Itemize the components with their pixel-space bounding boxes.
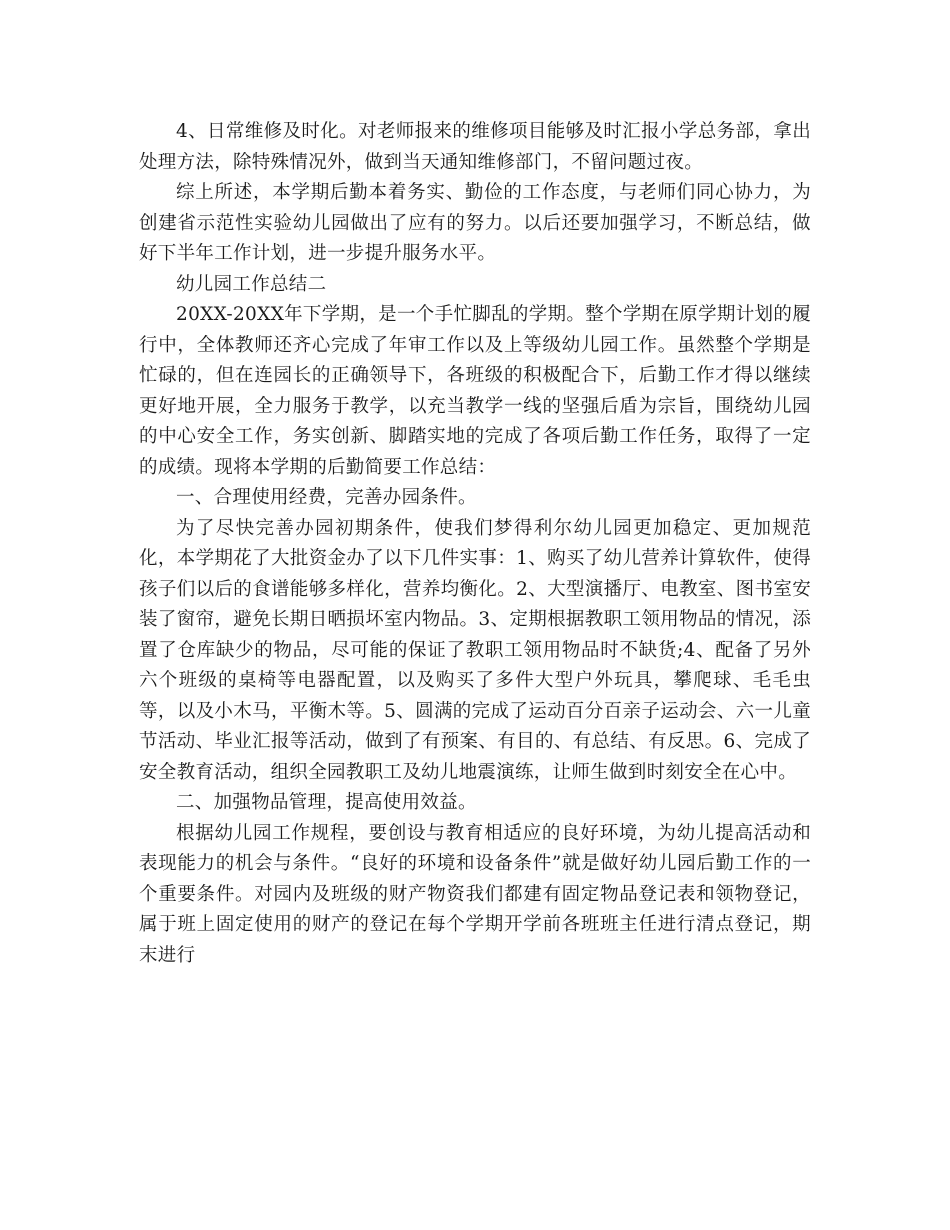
document-body (139, 117, 811, 971)
paragraph-maintenance: 4、日常维修及时化。对老师报来的维修项目能够及时汇报小学总务部，拿出处理方法，除特殊情况外，做到当天通知维修部门，不留问题过夜。 (139, 121, 811, 173)
paragraph-summary: 综上所述，本学期后勤本着务实、勤俭的工作态度，与老师们同心协力，为创建省示范性实验幼儿园做出了应有的努力。以后还要加强学习，不断总结，做好下半年工作计划，进一步提升服务水平。 (139, 182, 811, 264)
paragraph-funds-detail: 为了尽快完善办园初期条件，使我们梦得利尔幼儿园更加稳定、更加规范化，本学期花了大批资金办了以下几件实事：1、购买了幼儿营养计算软件，使得孩子们以后的食谱能够多样化，营养均衡化。2、大型演播厅、电教室、图书室安装了窗帘，避免长期日晒损坏室内物品。3、定期根据教职工领用物品的情况，添置了仓库缺少的物品，尽可能的保证了教职工领用物品时不缺货;4、配备了另外六个班级的桌椅等电器配置，以及购买了多件大型户外玩具，攀爬球、毛毛虫等，以及小木马，平衡木等。5、圆满的完成了运动百分百亲子运动会、六一儿童节活动、毕业汇报等活动，做到了有预案、有目的、有总结、有反思。6、完成了安全教育活动，组织全园教职工及幼儿地震演练，让师生做到时刻安全在心中。 (139, 517, 811, 783)
paragraph-materials-detail: 根据幼儿园工作规程，要创设与教育相适应的良好环境，为幼儿提高活动和表现能力的机会与条件。“良好的环境和设备条件”就是做好幼儿园后勤工作的一个重要条件。对园内及班级的财产物资我们都建有固定物品登记表和领物登记，属于班上固定使用的财产的登记在每个学期开学前各班班主任进行清点登记，期末进行 (139, 822, 811, 966)
section-heading-materials: 二、加强物品管理，提高使用效益。 (176, 792, 477, 813)
section-heading-funds: 一、合理使用经费，完善办园条件。 (176, 487, 477, 508)
paragraph-semester-intro: 20XX-20XX年下学期，是一个手忙脚乱的学期。整个学期在原学期计划的履行中，全体教师还齐心完成了年审工作以及上等级幼儿园工作。虽然整个学期是忙碌的，但在连园长的正确领导下，各班级的积极配合下，后勤工作才得以继续更好地开展，全力服务于教学，以充当教学一线的坚强后盾为宗旨，围绕幼儿园的中心安全工作，务实创新、脚踏实地的完成了各项后勤工作任务，取得了一定的成绩。现将本学期的后勤简要工作总结： (139, 304, 811, 478)
section-heading-summary-two: 幼儿园工作总结二 (176, 273, 327, 295)
